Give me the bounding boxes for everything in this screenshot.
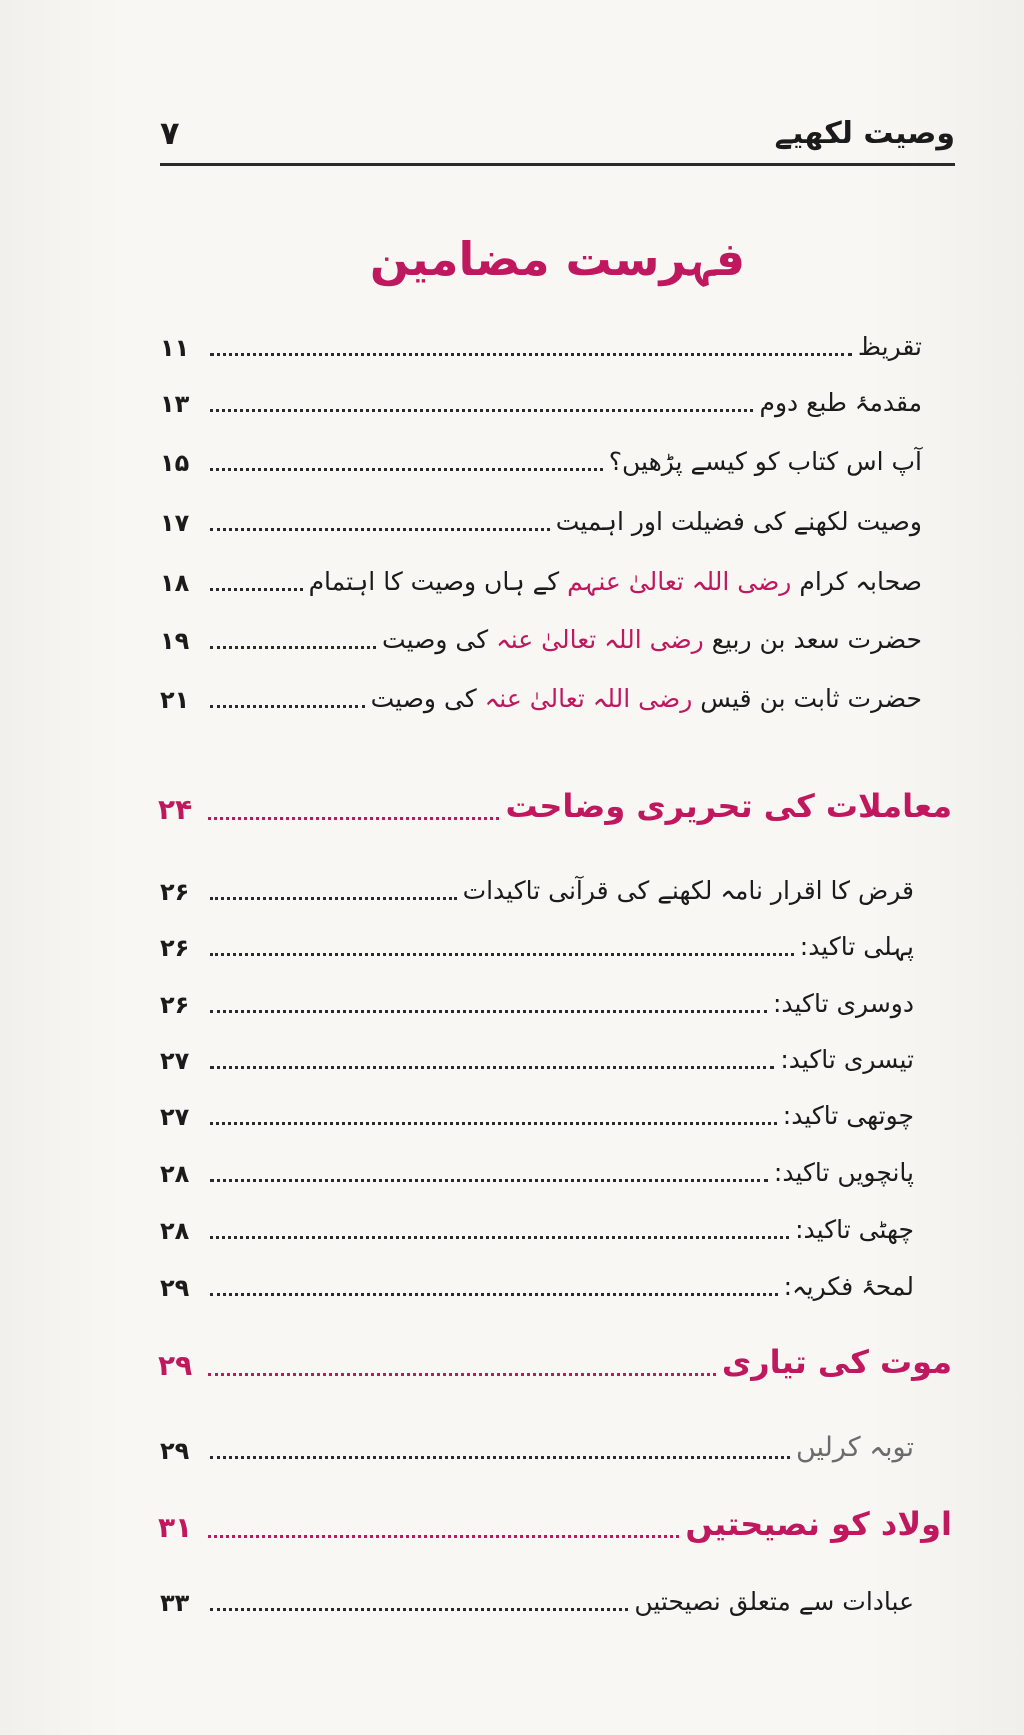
toc-section-title: اولاد کو نصیحتیں	[685, 1504, 952, 1543]
toc-section-title: معاملات کی تحریری وضاحت	[505, 786, 952, 825]
toc-leader-dots	[210, 1066, 774, 1069]
running-header-title: وصیت لکھیے	[774, 116, 955, 151]
toc-entry-title: پانچویں تاکید:	[773, 1157, 914, 1187]
toc-section-page: ۳۱	[158, 1511, 193, 1544]
toc-entry-page: ۱۸	[160, 569, 190, 597]
toc-entry	[160, 864, 922, 904]
toc-entry-title: آپ اس کتاب کو کیسے پڑھیں؟	[608, 446, 922, 476]
toc-entry-title: وصیت لکھنے کی فضیلت اور اہمیت	[555, 506, 922, 536]
toc-entry	[160, 1423, 922, 1463]
toc-entry	[160, 672, 922, 712]
toc-entry	[160, 1203, 922, 1243]
toc-leader-dots	[210, 353, 852, 356]
toc-entry	[160, 495, 922, 535]
toc-entry-page: ۱۹	[160, 627, 190, 655]
toc-entry-title: مقدمۂ طبع دوم	[759, 387, 922, 417]
toc-entry-title: حضرت سعد بن ربیع رضی اللہ تعالیٰ عنہ کی وصیت	[382, 624, 922, 654]
toc-entry	[160, 920, 922, 960]
toc-entry	[160, 977, 922, 1017]
toc-entry-page: ۲۹	[160, 1274, 190, 1302]
toc-entry-title: عبادات سے متعلق نصیحتیں	[634, 1586, 914, 1616]
toc-section-page: ۲۹	[158, 1349, 193, 1382]
toc-section-page: ۲۴	[158, 793, 193, 826]
toc-leader-dots	[208, 817, 499, 820]
toc-entry	[160, 1033, 922, 1073]
toc-leader-dots	[210, 528, 550, 531]
toc-leader-dots	[210, 468, 603, 471]
toc-leader-dots	[210, 1608, 628, 1611]
toc-leader-dots	[208, 1373, 716, 1376]
toc-entry-title: توبہ کرلیں	[795, 1432, 914, 1464]
toc-entry-page: ۱۵	[160, 449, 190, 477]
toc-entry-page: ۲۷	[160, 1103, 190, 1131]
toc-entry-title: تیسری تاکید:	[780, 1044, 914, 1074]
toc-entry-title: صحابہ کرام رضی اللہ تعالیٰ عنہم کے ہاں وصیت کا اہتمام	[308, 566, 922, 596]
toc-leader-dots	[210, 1293, 778, 1296]
toc-leader-dots	[210, 1236, 789, 1239]
toc-entry-title: دوسری تاکید:	[772, 988, 914, 1018]
toc-entry-page: ۱۱	[160, 334, 190, 362]
toc-leader-dots	[210, 705, 365, 708]
toc-entry-page: ۲۹	[160, 1437, 190, 1465]
toc-entry	[160, 1146, 922, 1186]
toc-leader-dots	[210, 1010, 767, 1013]
toc-entry-page: ۱۳	[160, 390, 190, 418]
toc-leader-dots	[210, 646, 376, 649]
toc-entry-page: ۲۶	[160, 934, 190, 962]
toc-entry-title: لمحۂ فکریہ:	[783, 1271, 914, 1301]
running-header	[160, 112, 955, 166]
toc-entry-page: ۲۶	[160, 991, 190, 1019]
toc-entry-page: ۲۸	[160, 1160, 190, 1188]
toc-entry-title: حضرت ثابت بن قیس رضی اللہ تعالیٰ عنہ کی وصیت	[370, 683, 922, 713]
toc-entry	[160, 435, 922, 475]
toc-entry	[160, 1089, 922, 1129]
toc-entry-title: قرض کا اقرار نامہ لکھنے کی قرآنی تاکیدات	[462, 875, 914, 905]
toc-leader-dots	[210, 1179, 768, 1182]
toc-section-title: موت کی تیاری	[721, 1342, 952, 1381]
toc-entry	[160, 1260, 922, 1300]
toc-entry-page: ۱۷	[160, 509, 190, 537]
toc-entry-page: ۲۸	[160, 1217, 190, 1245]
toc-entry-page: ۲۱	[160, 686, 190, 714]
toc-leader-dots	[210, 953, 794, 956]
toc-section	[158, 1502, 952, 1542]
toc-entry	[160, 555, 922, 595]
toc-entry-title: چھٹی تاکید:	[795, 1214, 914, 1244]
toc-entry-page: ۳۳	[160, 1589, 190, 1617]
toc-entry	[160, 376, 922, 416]
toc-heading: فہرست مضامین	[369, 232, 746, 286]
page-number: ۷	[160, 114, 180, 152]
toc-section	[158, 784, 952, 824]
toc-entry	[160, 320, 922, 360]
toc-entry-page: ۲۷	[160, 1047, 190, 1075]
toc-leader-dots	[208, 1535, 679, 1538]
toc-leader-dots	[210, 897, 457, 900]
toc-entry-page: ۲۶	[160, 878, 190, 906]
toc-leader-dots	[210, 1456, 790, 1459]
toc-leader-dots	[210, 588, 303, 591]
toc-entry	[160, 613, 922, 653]
toc-entry-title: تقریظ	[857, 331, 922, 361]
toc-leader-dots	[210, 1122, 777, 1125]
toc-entry-title: چوتھی تاکید:	[782, 1100, 914, 1130]
toc-section	[158, 1340, 952, 1380]
toc-entry-title: پہلی تاکید:	[799, 931, 914, 961]
header-rule	[160, 163, 955, 166]
toc-leader-dots	[210, 409, 753, 412]
toc-entry	[160, 1575, 922, 1615]
